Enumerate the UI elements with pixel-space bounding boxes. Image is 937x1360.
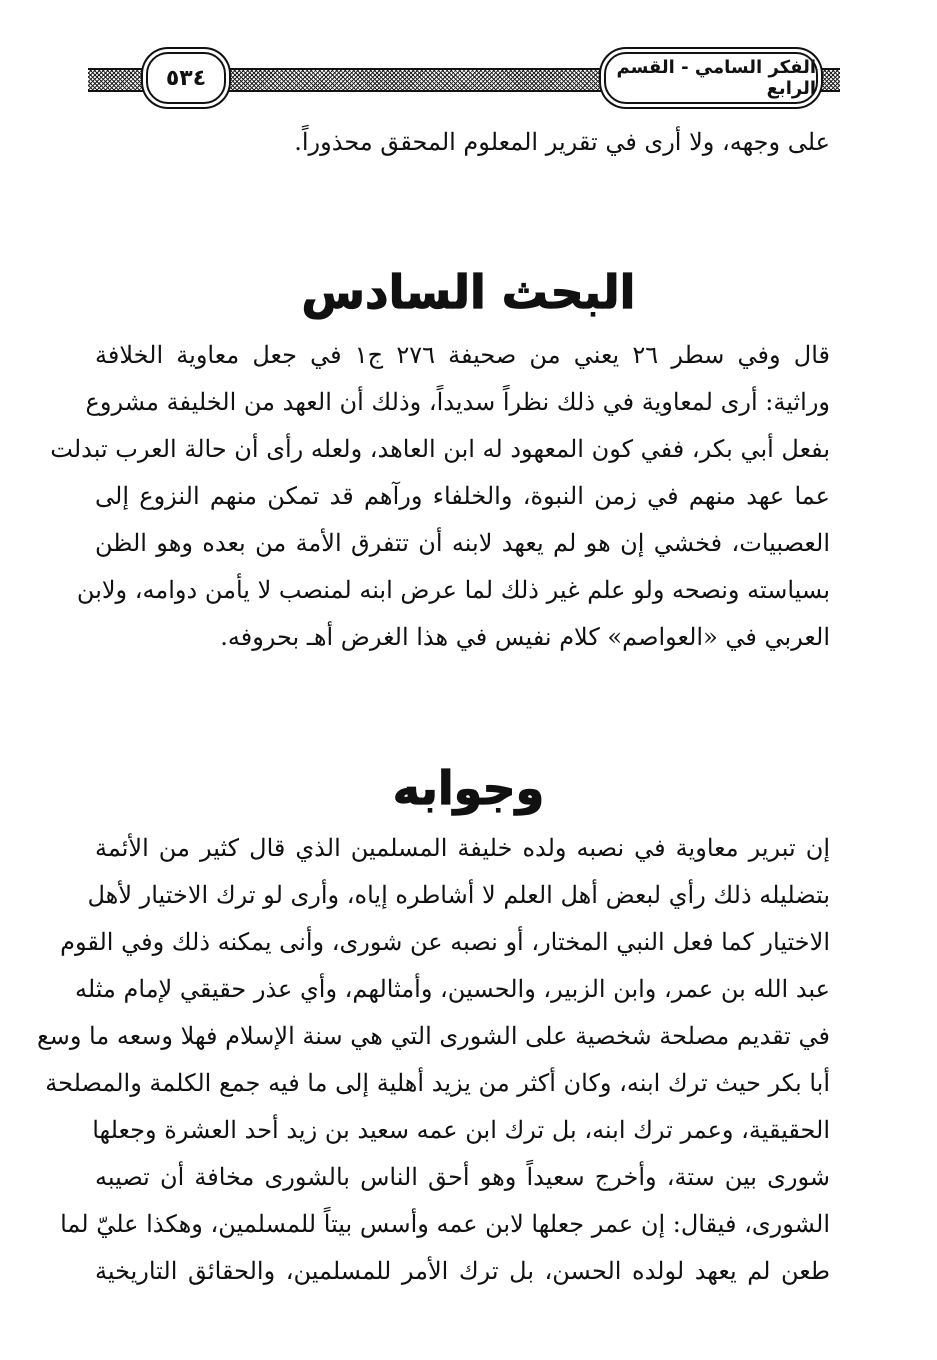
paragraph-line: بفعل أبي بكر، ففي كون المعهود له ابن العاهد، ولعله رأى أن حالة العرب تبدلت [50,435,830,463]
paragraph-line: في تقديم مصلحة شخصية على الشورى التي هي سنة الإسلام فهلا وسعه ما وسع [36,1022,830,1050]
intro-line: على وجهه، ولا أرى في تقرير المعلوم المحقق محذوراً. [294,128,830,156]
paragraph-line: شورى بين ستة، وأخرج سعيداً وهو أحق الناس بالشورى مخافة أن تصيبه [95,1163,830,1191]
paragraph-line: بتضليله ذلك رأي لبعض أهل العلم لا أشاطره إياه، وأرى لو ترك الاختيار لأهل [87,881,830,909]
paragraph-line: الحقيقية، وعمر ترك ابنه، بل ترك ابن عمه سعيد بن زيد أحد العشرة وجعلها [92,1116,830,1144]
paragraph-line: الاختيار كما فعل النبي المختار، أو نصبه عن شورى، وأنى يمكنه ذلك وفي القوم [60,928,830,956]
answer-heading: وجوابه [392,761,545,815]
paragraph-line: العربي في «العواصم» كلام نفيس في هذا الغرض أهـ بحروفه. [220,623,830,651]
page-header [88,52,840,104]
paragraph-line: أبا بكر حيث ترك ابنه، وكان أكثر من يزيد أهلية إلى ما فيه جمع الكلمة والمصلحة [45,1069,830,1097]
running-title: الفكر السامي - القسم الرابع [604,52,818,104]
paragraph-line: وراثية: أرى لمعاوية في ذلك نظراً سديداً، وذلك أن العهد من الخليفة مشروع [85,388,830,416]
paragraph-line: إن تبرير معاوية في نصبه ولده خليفة المسلمين الذي قال كثير من الأئمة [95,834,830,862]
paragraph-line: طعن لم يعهد لولده الحسن، بل ترك الأمر للمسلمين، والحقائق التاريخية [95,1257,830,1285]
paragraph-line: الشورى، فيقال: إن عمر جعلها لابن عمه وأسس بيتاً للمسلمين، وهكذا عليّ لما [60,1210,830,1238]
section-six-heading: البحث السادس [301,265,636,319]
page-number: ٥٣٤ [146,52,226,104]
paragraph-line: قال وفي سطر ٢٦ يعني من صحيفة ٢٧٦ ج١ في جعل معاوية الخلافة [95,341,831,369]
paragraph-line: عبد الله بن عمر، وابن الزبير، والحسين، وأمثالهم، وأي عذر حقيقي لإمام مثله [74,975,830,1003]
paragraph-line: عما عهد منهم في زمن النبوة، والخلفاء ورآهم قد تمكن منهم النزوع إلى [95,482,830,510]
paragraph-line: العصبيات، فخشي إن هو لم يعهد لابنه أن تتفرق الأمة من بعده وهو الظن [95,529,830,557]
paragraph-line: بسياسته ونصحه ولو علم غير ذلك لما عرض ابنه لمنصب لا يأمن دوامه، ولابن [76,576,830,604]
